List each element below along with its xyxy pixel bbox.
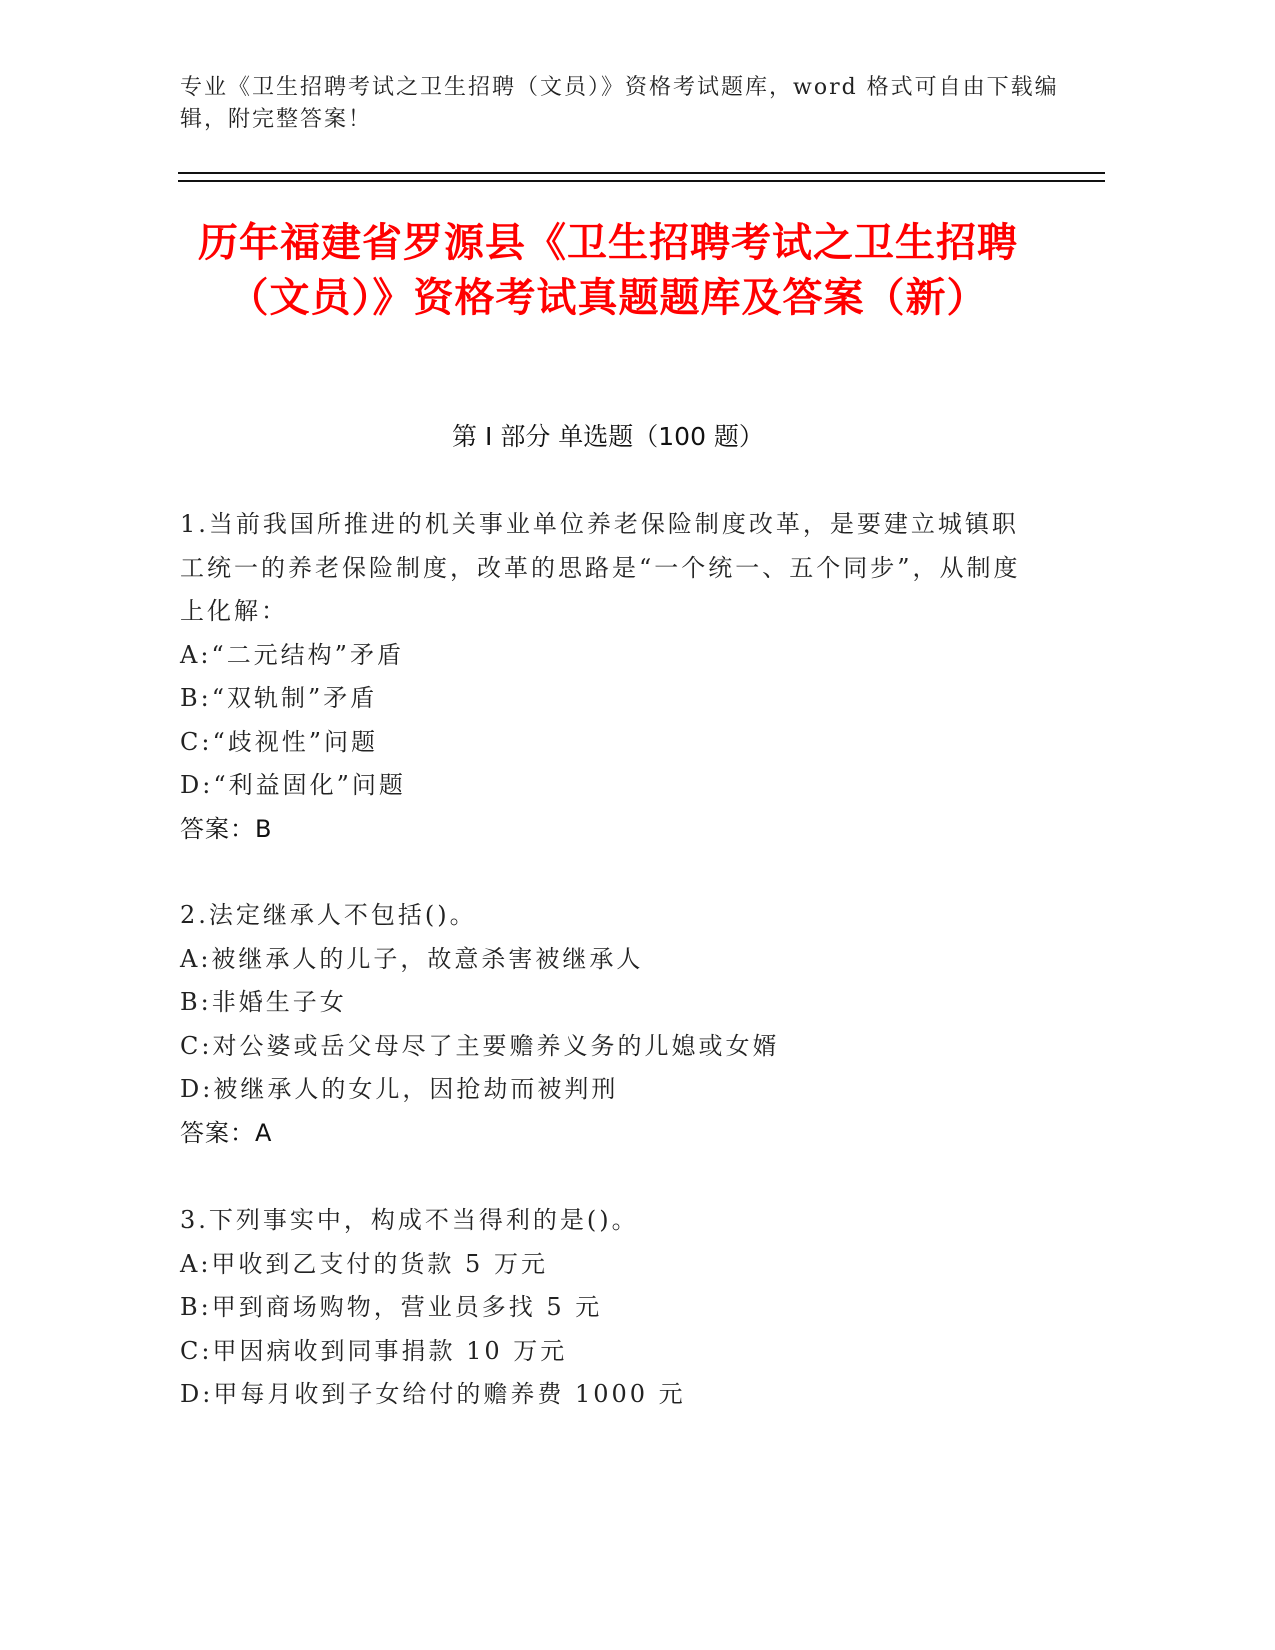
question-stem: 1.当前我国所推进的机关事业单位养老保险制度改革，是要建立城镇职工统一的养老保险制度，改革的思路是“一个统一、五个同步”，从制度上化解： [180,510,1021,625]
option-d: D:“利益固化”问题 [180,771,406,799]
answer-label: 答案：A [180,1118,273,1147]
section-heading: 第 I 部分 单选题（100 题） [452,422,764,451]
question-3 [180,1199,1040,1417]
option-c: C:甲因病收到同事捐款 10 万元 [180,1336,568,1365]
option-a: A:甲收到乙支付的货款 5 万元 [180,1249,548,1278]
option-b: B:甲到商场购物，营业员多找 5 元 [180,1293,603,1321]
option-a: A:被继承人的儿子，故意杀害被继承人 [180,944,644,973]
answer-label: 答案：B [180,814,273,843]
option-c: C:对公婆或岳父母尽了主要赡养义务的儿媳或女婿 [180,1031,780,1060]
option-b: B:非婚生子女 [180,988,347,1016]
question-1 [180,503,1040,851]
option-a: A:“二元结构”矛盾 [180,640,404,669]
question-stem: 3.下列事实中，构成不当得利的是()。 [180,1206,639,1234]
option-d: D:甲每月收到子女给付的赡养费 1000 元 [180,1380,686,1408]
question-stem: 2.法定继承人不包括()。 [180,901,477,929]
header-note: 专业《卫生招聘考试之卫生招聘（文员）》资格考试题库，word 格式可自由下载编辑，附完整答案！ [180,75,1059,132]
header-rule-bottom [178,180,1105,182]
option-c: C:“歧视性”问题 [180,727,378,756]
option-b: B:“双轨制”矛盾 [180,684,378,712]
question-2 [180,894,1040,1155]
option-d: D:被继承人的女儿，因抢劫而被判刑 [180,1075,619,1103]
header-rule-top [178,172,1105,174]
document-title: 历年福建省罗源县《卫生招聘考试之卫生招聘（文员）》资格考试真题题库及答案（新） [198,220,1018,321]
